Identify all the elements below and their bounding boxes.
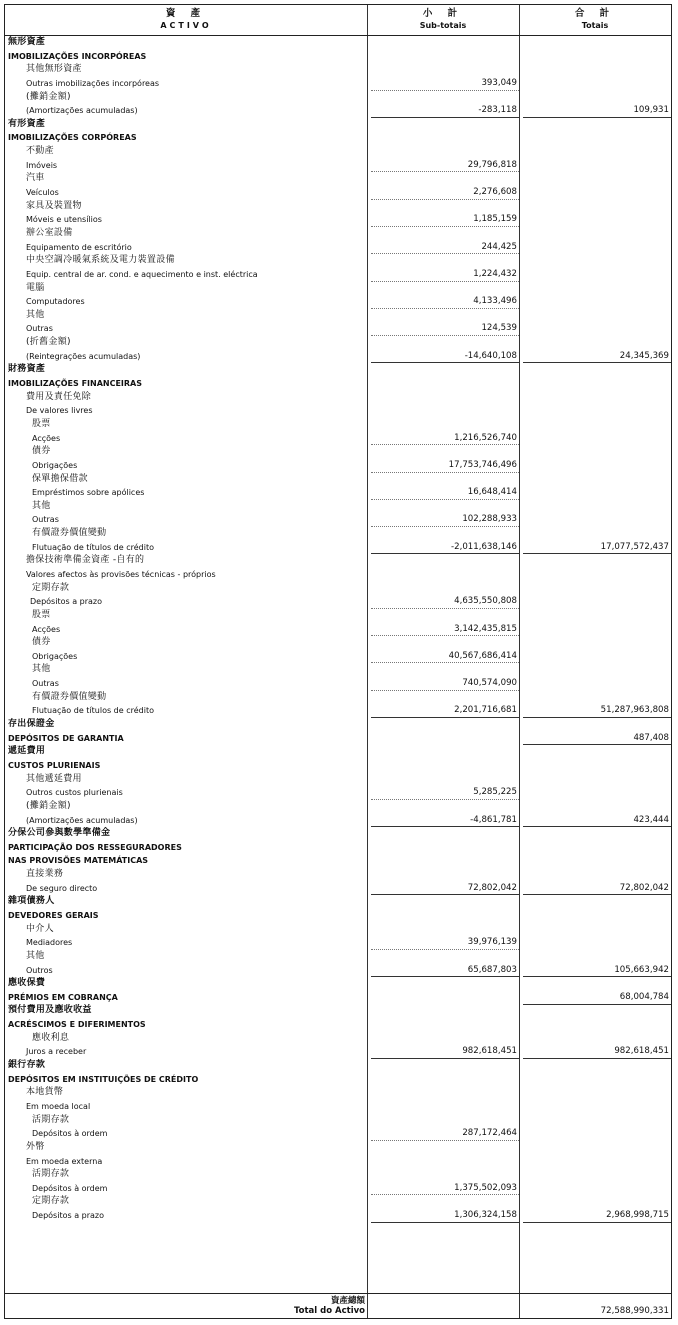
header-activo — [5, 5, 367, 35]
row-label: Depósitos a prazo — [30, 597, 102, 607]
row-label: Outros — [26, 965, 53, 975]
row-label: CUSTOS PLURIENAIS — [8, 760, 101, 770]
table-row — [5, 800, 673, 814]
table-row — [5, 827, 673, 841]
subtotal-value: 2,201,716,681 — [367, 704, 517, 718]
table-row — [5, 118, 673, 132]
subtotal-value: 2,276,608 — [367, 186, 517, 200]
row-label: 其他 — [32, 664, 51, 675]
table-row — [5, 964, 673, 978]
row-label: (Amortizações acumuladas) — [26, 106, 138, 116]
table-row — [5, 977, 673, 991]
header-totals-pt: Totais — [581, 21, 609, 30]
total-value: 24,345,369 — [519, 350, 669, 364]
row-label: Equip. central de ar. cond. e aquecimento e inst. eléctrica — [26, 269, 258, 279]
row-label: Mediadores — [26, 938, 73, 948]
row-label: 應收利息 — [32, 1032, 70, 1043]
table-row — [5, 363, 673, 377]
table-row — [5, 595, 673, 609]
table-row — [5, 213, 673, 227]
row-label: Flutuação de títulos de crédito — [32, 706, 154, 716]
subtotal-value: 102,288,933 — [367, 513, 517, 527]
row-label: 中央空調冷暖氣系統及電力裝置設備 — [26, 255, 175, 266]
row-label: 辦公室設備 — [26, 227, 73, 238]
table-row — [5, 691, 673, 705]
table-row — [5, 854, 673, 868]
row-label: ACRÉSCIMOS E DIFERIMENTOS — [8, 1020, 146, 1030]
table-row — [5, 473, 673, 487]
header-totals-zh: 合 計 — [574, 8, 616, 19]
subtotal-value: 39,976,139 — [367, 936, 517, 950]
table-row — [5, 1195, 673, 1209]
table-row — [5, 309, 673, 323]
table-row — [5, 200, 673, 214]
row-label: 分保公司參與數學準備金 — [8, 828, 111, 839]
subtotal-value: 40,567,686,414 — [367, 650, 517, 664]
subtotal-value: 287,172,464 — [367, 1127, 517, 1141]
row-label: 其他遞延費用 — [26, 773, 82, 784]
table-row — [5, 63, 673, 77]
row-label: DEPÓSITOS DE GARANTIA — [8, 733, 124, 743]
row-label: IMOBILIZAÇÕES CORPÓREAS — [8, 133, 137, 143]
row-label: 應收保費 — [8, 978, 46, 989]
subtotal-value: 124,539 — [367, 322, 517, 336]
row-label: DEPÓSITOS EM INSTITUIÇÕES DE CRÉDITO — [8, 1074, 199, 1084]
subtotal-value: 982,618,451 — [367, 1045, 517, 1059]
subtotal-value: -2,011,638,146 — [367, 541, 517, 555]
table-row — [5, 1209, 673, 1223]
table-row — [5, 1141, 673, 1155]
table-row — [5, 254, 673, 268]
table-row — [5, 568, 673, 582]
table-row — [5, 282, 673, 296]
subtotal-value: 5,285,225 — [367, 786, 517, 800]
subtotal-value: 17,753,746,496 — [367, 459, 517, 473]
table-row — [5, 513, 673, 527]
row-label: IMOBILIZAÇÕES FINANCEIRAS — [8, 379, 143, 389]
header-subtotals — [367, 5, 519, 35]
total-label-pt: Total do Activo — [293, 1306, 365, 1316]
table-row — [5, 677, 673, 691]
total-value: 68,004,784 — [519, 991, 669, 1005]
table-row — [5, 432, 673, 446]
row-label: Outras — [32, 679, 59, 689]
table-row — [5, 527, 673, 541]
table-row — [5, 1168, 673, 1182]
row-label: Outros custos plurienais — [26, 788, 123, 798]
table-row — [5, 159, 673, 173]
row-label: 預付費用及應收收益 — [8, 1005, 92, 1016]
table-row — [5, 1127, 673, 1141]
table-row — [5, 500, 673, 514]
subtotal-value: 1,185,159 — [367, 213, 517, 227]
table-row — [5, 704, 673, 718]
table-row — [5, 350, 673, 364]
subtotal-value: 1,224,432 — [367, 268, 517, 282]
row-label: 家具及裝置物 — [26, 200, 82, 211]
row-label: 擔保技術準備金資產 -自有的 — [26, 555, 145, 566]
row-label: NAS PROVISÕES MATEMÁTICAS — [8, 856, 149, 866]
table-row — [5, 186, 673, 200]
row-label: 其他 — [26, 309, 45, 320]
header-activo-zh: 資 產 — [165, 8, 207, 19]
subtotal-value: -283,118 — [367, 104, 517, 118]
row-label: 外幣 — [26, 1141, 45, 1152]
table-row — [5, 991, 673, 1005]
row-label: 雜項債務人 — [8, 896, 55, 907]
total-value: 423,444 — [519, 814, 669, 828]
row-label: Veículos — [26, 188, 59, 198]
subtotal-value: 65,687,803 — [367, 964, 517, 978]
table-row — [5, 541, 673, 555]
subtotal-value: 29,796,818 — [367, 159, 517, 173]
row-label: 財務資產 — [8, 364, 46, 375]
row-label: Depósitos a prazo — [32, 1211, 104, 1221]
table-row — [5, 895, 673, 909]
row-label: 其他 — [26, 950, 45, 961]
table-row — [5, 636, 673, 650]
subtotal-value: 393,049 — [367, 77, 517, 91]
table-row — [5, 459, 673, 473]
row-label: 有價證券價值變動 — [32, 528, 107, 539]
header-subtotals-pt: Sub-totais — [419, 21, 467, 30]
subtotal-value: 4,635,550,808 — [367, 595, 517, 609]
row-label: Juros a receber — [26, 1047, 87, 1057]
row-label: Imóveis — [26, 160, 58, 170]
row-label: Obrigações — [32, 460, 78, 470]
row-label: (攤銷金額) — [26, 91, 71, 102]
table-row — [5, 936, 673, 950]
row-label: 費用及責任免除 — [26, 391, 92, 402]
row-label: Outras — [26, 324, 53, 334]
row-label: Flutuação de títulos de crédito — [32, 542, 154, 552]
table-row — [5, 814, 673, 828]
row-label: PRÉMIOS EM COBRANÇA — [8, 992, 118, 1002]
table-row — [5, 77, 673, 91]
total-label-zh: 資產總額 — [330, 1296, 365, 1306]
row-label: Depósitos à ordem — [32, 1129, 108, 1139]
grand-total-value: 72,588,990,331 — [600, 1306, 669, 1316]
table-row — [5, 732, 673, 746]
row-label: Equipamento de escritório — [26, 242, 132, 252]
row-label: 有形資產 — [8, 118, 46, 129]
row-label: Empréstimos sobre apólices — [32, 488, 145, 498]
row-label: Acções — [32, 624, 61, 634]
table-row — [5, 786, 673, 800]
table-row — [5, 1182, 673, 1196]
total-value: 17,077,572,437 — [519, 541, 669, 555]
row-label: 定期存款 — [32, 1196, 70, 1207]
row-label: (Reintegrações acumuladas) — [26, 351, 141, 361]
table-row — [5, 322, 673, 336]
table-row — [5, 950, 673, 964]
total-value: 487,408 — [519, 732, 669, 746]
subtotal-value: 3,142,435,815 — [367, 623, 517, 637]
table-row — [5, 1059, 673, 1073]
table-row — [5, 718, 673, 732]
table-row — [5, 1073, 673, 1087]
table-row — [5, 486, 673, 500]
row-label: Computadores — [26, 297, 85, 307]
table-row — [5, 759, 673, 773]
row-label: Obrigações — [32, 651, 78, 661]
total-value: 105,663,942 — [519, 964, 669, 978]
row-label: De valores livres — [26, 406, 93, 416]
subtotal-value: 1,216,526,740 — [367, 432, 517, 446]
table-row — [5, 268, 673, 282]
row-label: Depósitos à ordem — [32, 1183, 108, 1193]
subtotal-value: -4,861,781 — [367, 814, 517, 828]
row-label: 保單擔保借款 — [32, 473, 88, 484]
header-subtotals-zh: 小 計 — [422, 8, 464, 19]
table-row — [5, 1004, 673, 1018]
total-value: 2,968,998,715 — [519, 1209, 669, 1223]
row-label: 活期存款 — [32, 1114, 70, 1125]
row-label: Outras imobilizações incorpóreas — [26, 78, 160, 88]
table-row — [5, 1086, 673, 1100]
table-row — [5, 241, 673, 255]
table-row — [5, 104, 673, 118]
row-label: 汽車 — [26, 173, 45, 184]
row-label: 債券 — [32, 637, 51, 648]
table-row — [5, 377, 673, 391]
subtotal-value: 244,425 — [367, 241, 517, 255]
row-label: 無形資產 — [8, 37, 46, 47]
balance-sheet — [4, 4, 672, 1319]
subtotal-value: 72,802,042 — [367, 882, 517, 896]
row-label: Valores afectos às provisões técnicas - próprios — [26, 569, 216, 579]
table-row — [5, 445, 673, 459]
row-label: 其他無形資產 — [26, 64, 82, 75]
row-label: DEVEDORES GERAIS — [8, 911, 99, 920]
table-row — [5, 404, 673, 418]
table-row — [5, 650, 673, 664]
row-label: 不動產 — [26, 146, 54, 157]
subtotal-value: 16,648,414 — [367, 486, 517, 500]
table-row — [5, 1045, 673, 1059]
table-row — [5, 554, 673, 568]
table-row — [5, 663, 673, 677]
row-label: 股票 — [32, 609, 51, 620]
table-row — [5, 1114, 673, 1128]
header-activo-pt: ACTIVO — [160, 21, 212, 30]
subtotal-value: 1,375,502,093 — [367, 1182, 517, 1196]
table-row — [5, 227, 673, 241]
subtotal-value: -14,640,108 — [367, 350, 517, 364]
table-row — [5, 841, 673, 855]
total-value: 982,618,451 — [519, 1045, 669, 1059]
table-row — [5, 418, 673, 432]
table-row — [5, 172, 673, 186]
row-label: 債券 — [32, 446, 51, 457]
row-label: 其他 — [32, 500, 51, 511]
table-row — [5, 50, 673, 64]
row-label: Móveis e utensílios — [26, 215, 102, 225]
table-row — [5, 623, 673, 637]
subtotal-value: 4,133,496 — [367, 295, 517, 309]
table-row — [5, 91, 673, 105]
row-label: (攤銷金額) — [26, 800, 71, 811]
total-value: 51,287,963,808 — [519, 704, 669, 718]
table-row — [5, 909, 673, 923]
table-row — [5, 145, 673, 159]
table-row — [5, 1100, 673, 1114]
table-row — [5, 1032, 673, 1046]
row-label: 定期存款 — [32, 582, 70, 593]
row-label: IMOBILIZAÇÕES INCORPÓREAS — [8, 51, 147, 61]
table-row — [5, 609, 673, 623]
row-label: (Amortizações acumuladas) — [26, 815, 138, 825]
row-label: Acções — [32, 433, 61, 443]
row-label: 有價證券價值變動 — [32, 691, 107, 702]
row-label: Em moeda local — [26, 1101, 91, 1111]
row-label: 直接業務 — [26, 869, 64, 880]
row-label: 本地貨幣 — [26, 1087, 64, 1098]
row-label: PARTICIPAÇÃO DOS RESSEGURADORES — [8, 842, 182, 852]
row-label: 存出保證金 — [8, 719, 55, 730]
table-row — [5, 391, 673, 405]
row-label: 活期存款 — [32, 1169, 70, 1180]
row-label: 中介人 — [26, 923, 54, 934]
table-row — [5, 882, 673, 896]
table-row — [5, 36, 673, 50]
row-label: 遞延費用 — [8, 746, 46, 757]
account-rows — [5, 36, 673, 1223]
row-label: 股票 — [32, 418, 51, 429]
row-label: Em moeda externa — [26, 1156, 103, 1166]
row-label: 銀行存款 — [8, 1060, 46, 1071]
subtotal-value: 1,306,324,158 — [367, 1209, 517, 1223]
table-row — [5, 582, 673, 596]
row-label: Outras — [32, 515, 59, 525]
row-label: (折舊金額) — [26, 337, 71, 348]
table-row — [5, 131, 673, 145]
total-value: 109,931 — [519, 104, 669, 118]
table-row — [5, 773, 673, 787]
row-label: 電腦 — [26, 282, 45, 293]
subtotal-value: 740,574,090 — [367, 677, 517, 691]
row-label: De seguro directo — [26, 883, 98, 893]
table-row — [5, 295, 673, 309]
table-row — [5, 1155, 673, 1169]
table-row — [5, 923, 673, 937]
total-value: 72,802,042 — [519, 882, 669, 896]
table-row — [5, 745, 673, 759]
table-row — [5, 868, 673, 882]
table-row — [5, 336, 673, 350]
header-totals — [519, 5, 671, 35]
table-row — [5, 1018, 673, 1032]
